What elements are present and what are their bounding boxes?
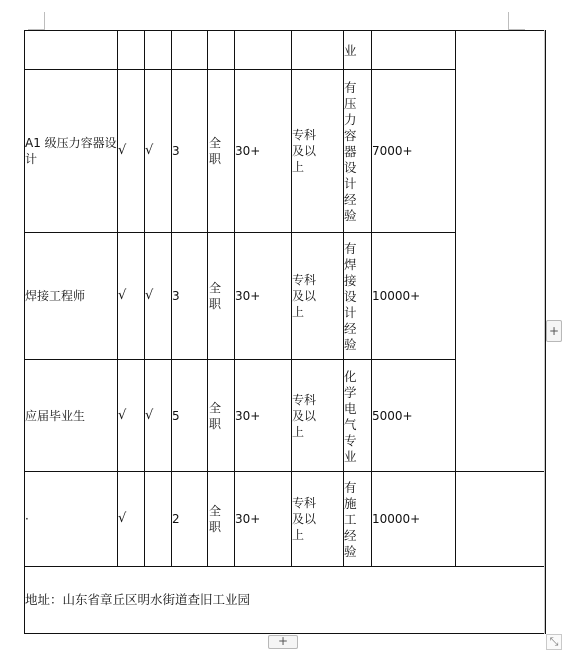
check-cell[interactable] (145, 472, 172, 567)
education-cell[interactable] (292, 70, 344, 233)
page-corner-mark-left (44, 12, 45, 30)
position-cell[interactable]: 焊接工程师 (25, 233, 118, 360)
requirement-cell[interactable] (344, 360, 372, 472)
type-cell[interactable] (208, 472, 235, 567)
type-cell[interactable] (208, 31, 235, 70)
count-cell[interactable]: 3 (172, 70, 208, 233)
education-text: 专科及以上 (292, 273, 317, 319)
type-cell[interactable] (208, 233, 235, 360)
check-cell[interactable]: √ (145, 233, 172, 360)
requirement-cell[interactable] (344, 233, 372, 360)
age-cell[interactable]: 30+ (235, 70, 292, 233)
type-text: 全职 (208, 504, 221, 534)
requirement-text: 有焊接设计经验 (344, 241, 357, 352)
check-cell[interactable] (118, 31, 145, 70)
position-cell[interactable]: 应届毕业生 (25, 360, 118, 472)
salary-cell[interactable]: 5000+ (372, 360, 456, 472)
table-row (25, 567, 546, 634)
requirement-cell[interactable] (344, 70, 372, 233)
type-cell[interactable] (208, 70, 235, 233)
check-cell[interactable]: √ (145, 70, 172, 233)
requirement-text: 有施工经验 (344, 480, 357, 559)
address-cell[interactable]: 地址：山东省章丘区明水街道查旧工业园 (25, 567, 546, 634)
page-margin-line (544, 30, 545, 634)
education-cell[interactable] (292, 472, 344, 567)
position-cell[interactable]: A1 级压力容器设计 (25, 70, 118, 233)
check-cell[interactable]: √ (145, 360, 172, 472)
position-cell[interactable]: · (25, 472, 118, 567)
count-cell[interactable]: 5 (172, 360, 208, 472)
requirement-cell[interactable] (344, 472, 372, 567)
education-cell[interactable] (292, 233, 344, 360)
age-cell[interactable]: 30+ (235, 360, 292, 472)
salary-cell[interactable]: 10000+ (372, 233, 456, 360)
empty-cell[interactable] (456, 472, 546, 567)
requirement-text: 化学电气专业 (344, 368, 357, 464)
check-cell[interactable]: √ (118, 70, 145, 233)
salary-cell[interactable]: 10000+ (372, 472, 456, 567)
type-text: 全职 (208, 136, 221, 166)
salary-cell[interactable]: 7000+ (372, 70, 456, 233)
position-cell[interactable] (25, 31, 118, 70)
check-cell[interactable]: √ (118, 360, 145, 472)
requirement-text: 有压力容器设计经验 (344, 80, 357, 223)
requirement-text: 业 (344, 43, 357, 58)
table-row (25, 31, 546, 70)
education-cell[interactable] (292, 31, 344, 70)
education-text: 专科及以上 (292, 128, 317, 174)
type-text: 全职 (208, 400, 221, 431)
education-cell[interactable] (292, 360, 344, 472)
age-cell[interactable]: 30+ (235, 472, 292, 567)
salary-cell[interactable] (372, 31, 456, 70)
age-cell[interactable] (235, 31, 292, 70)
table-resize-handle[interactable]: ⤡ (546, 634, 562, 650)
count-cell[interactable] (172, 31, 208, 70)
requirement-cell[interactable] (344, 31, 372, 70)
page-corner-mark-right (508, 12, 509, 30)
count-cell[interactable]: 2 (172, 472, 208, 567)
education-text: 专科及以上 (292, 392, 317, 439)
check-cell[interactable] (145, 31, 172, 70)
recruitment-table (24, 30, 546, 634)
education-text: 专科及以上 (292, 496, 317, 542)
add-column-button[interactable]: + (546, 320, 562, 342)
count-cell[interactable]: 3 (172, 233, 208, 360)
age-cell[interactable]: 30+ (235, 233, 292, 360)
table-row (25, 472, 546, 567)
empty-cell[interactable] (456, 31, 546, 472)
check-cell[interactable]: √ (118, 472, 145, 567)
type-cell[interactable] (208, 360, 235, 472)
type-text: 全职 (208, 281, 221, 311)
add-row-button[interactable]: + (268, 635, 298, 649)
check-cell[interactable]: √ (118, 233, 145, 360)
